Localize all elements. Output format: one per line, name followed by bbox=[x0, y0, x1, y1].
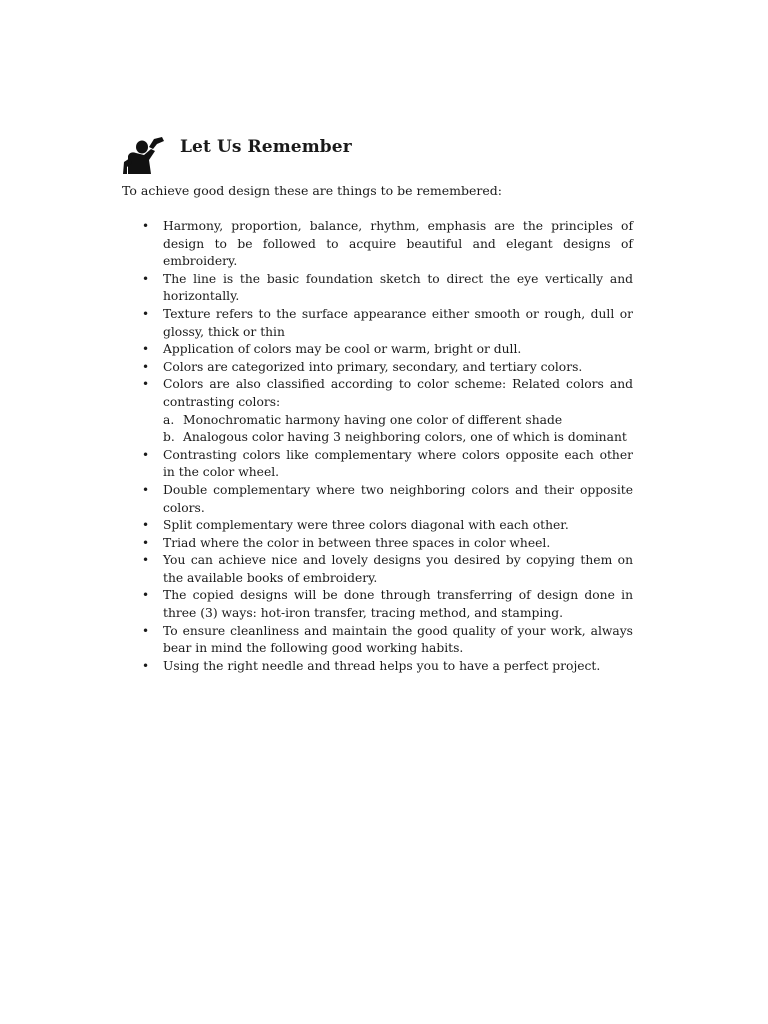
list-item: • Split complementary were three colors diagonal with each other. bbox=[142, 517, 633, 535]
list-item: • Harmony, proportion, balance, rhythm, emphasis are the principles of design to be followed to acquire beautiful and elegant designs of embroidery. bbox=[142, 218, 633, 271]
sub-list-item: a. Monochromatic harmony having one color of different shade bbox=[163, 412, 563, 427]
section-heading bbox=[122, 136, 352, 176]
list-item: • Double complementary where two neighboring colors and their opposite colors. bbox=[142, 482, 633, 517]
list-item: • Texture refers to the surface appearance either smooth or rough, dull or glossy, thick or thin bbox=[142, 306, 633, 341]
list-item: • Application of colors may be cool or warm, bright or dull. bbox=[142, 341, 633, 359]
sub-list-item: b. Analogous color having 3 neighboring colors, one of which is dominant bbox=[163, 430, 627, 445]
bullet-list bbox=[142, 218, 633, 675]
person-with-raised-hand-icon bbox=[122, 136, 172, 176]
list-item: • Triad where the color in between three spaces in color wheel. bbox=[142, 535, 633, 553]
page-title: Let Us Remember bbox=[180, 137, 352, 157]
list-item: • Colors are categorized into primary, secondary, and tertiary colors. bbox=[142, 359, 633, 377]
list-item: • You can achieve nice and lovely designs you desired by copying them on the available books of embroidery. bbox=[142, 552, 633, 587]
intro-text: To achieve good design these are things to be remembered: bbox=[122, 183, 502, 198]
list-item: • The line is the basic foundation sketch to direct the eye vertically and horizontally. bbox=[142, 271, 633, 306]
list-item: • Using the right needle and thread helps you to have a perfect project. bbox=[142, 658, 633, 676]
list-item: • The copied designs will be done through transferring of design done in three (3) ways: hot-iron transfer, tracing method, and stamping. bbox=[142, 587, 633, 622]
list-item: • Colors are also classified according to color scheme: Related colors and contrasting colors: a. Monochromatic harmony having one color of different shade b. Analogous color having 3 neighboring colors, one of which is dominant bbox=[142, 376, 633, 446]
list-item: • Contrasting colors like complementary where colors opposite each other in the color wheel. bbox=[142, 447, 633, 482]
list-item: • To ensure cleanliness and maintain the good quality of your work, always bear in mind the following good working habits. bbox=[142, 623, 633, 658]
